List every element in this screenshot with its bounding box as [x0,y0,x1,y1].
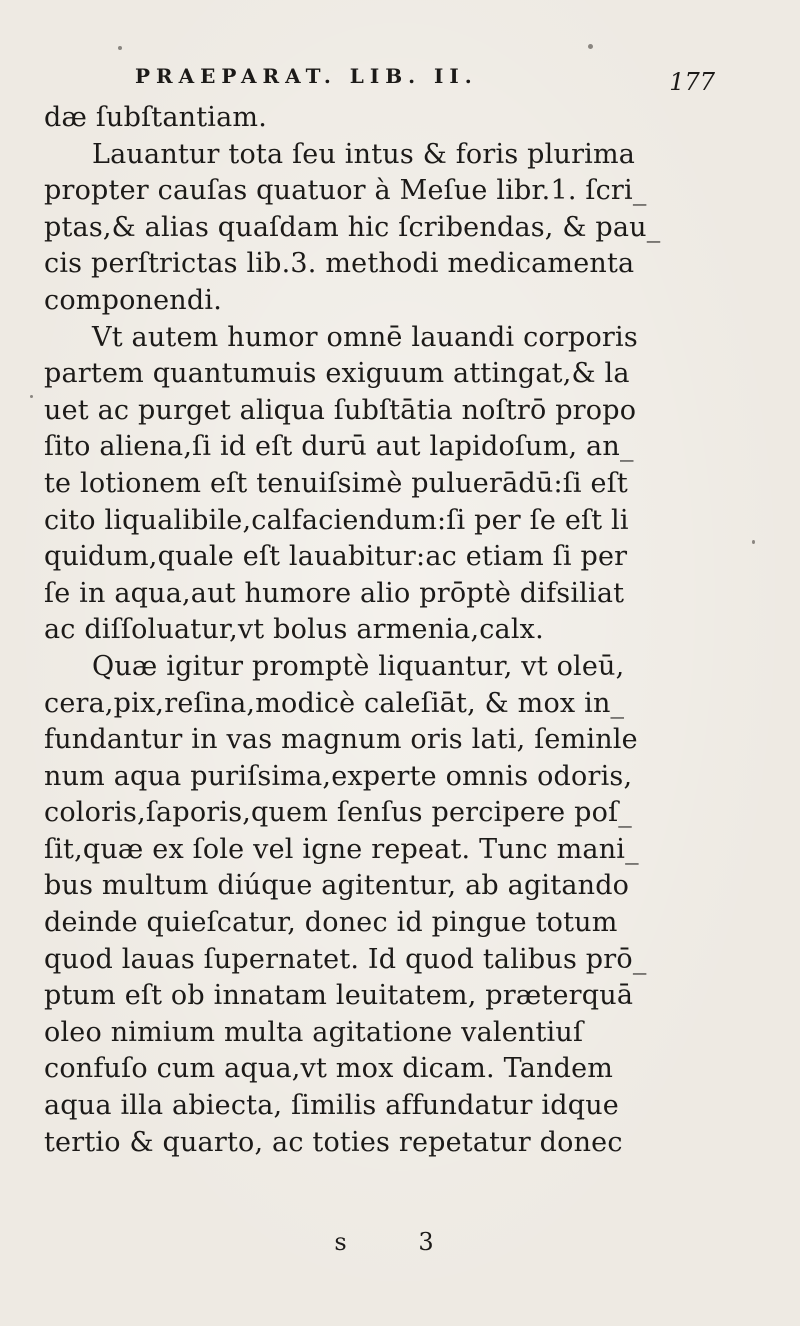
signature-mark: s 3 [334,1228,466,1256]
text-line: ſito aliena,ſi id eſt durū aut lapidoſum, an_ [44,431,634,463]
text-line: Lauantur tota ſeu intus & foris plurima [92,138,636,170]
text-line: cis perſtrictas lib.3. methodi medicamenta [44,248,635,280]
text-line: aqua illa abiecta, ſimilis affundatur idque [44,1090,619,1122]
ink-speck [118,46,122,50]
text-line: partem quantumuis exiguum attingat,& la [44,358,630,390]
text-line: te lotionem eſt tenuiſsimè puluerādū:ſi eſt [44,467,628,499]
text-line: oleo nimium multa agitatione valentiuſ [44,1016,584,1048]
text-line: fundantur in vas magnum oris lati, ſeminle [44,724,638,756]
text-line: confuſo cum aqua,vt mox dicam. Tandem [44,1053,614,1085]
text-line: coloris,ſaporis,quem ſenſus percipere poſ_ [44,797,632,829]
ink-speck [752,540,755,544]
text-line: uet ac purget aliqua ſubſtātia noſtrō propo [44,394,637,426]
text-line: quidum,quale eſt lauabitur:ac etiam ſi per [44,541,628,573]
text-line: ac diſſoluatur,vt bolus armenia,calx. [44,614,544,646]
text-line: cera,pix,reſina,modicè caleſiāt, & mox in_ [44,687,625,719]
text-line: ſit,quæ ex ſole vel igne repeat. Tunc mani_ [44,833,639,865]
text-line: componendi. [44,284,222,316]
text-line: num aqua puriſsima,experte omnis odoris, [44,760,633,792]
ink-speck [30,395,33,398]
running-head: PRAEPARAT. LIB. II. [135,64,478,88]
text-line: Quæ igitur promptè liquantur, vt oleū, [92,650,625,682]
text-line: ſe in aqua,aut humore alio prōptè difsiliat [44,577,625,609]
text-line: bus multum diúque agitentur, ab agitando [44,870,630,902]
page-number: 177 [669,68,715,96]
text-line: tertio & quarto, ac toties repetatur donec [44,1126,623,1158]
body-text [44,100,744,1161]
text-line: deinde quieſcatur, donec id pingue totum [44,907,618,939]
text-line: quod lauas ſupernatet. Id quod talibus prō_ [44,943,647,975]
text-line: cito liqualibile,calfaciendum:ſi per ſe eſt li [44,504,629,536]
text-line: Vt autem humor omnē lauandi corporis [92,321,638,353]
text-line: dæ ſubſtantiam. [44,102,268,133]
text-line: ptum eſt ob innatam leuitatem, præterquā [44,980,634,1012]
page-header [135,64,715,98]
text-line: propter cauſas quatuor à Meſue libr.1. ſcri_ [44,175,647,207]
text-line: ptas,& alias quaſdam hic ſcribendas, & pau_ [44,211,661,243]
ink-speck [588,44,593,49]
